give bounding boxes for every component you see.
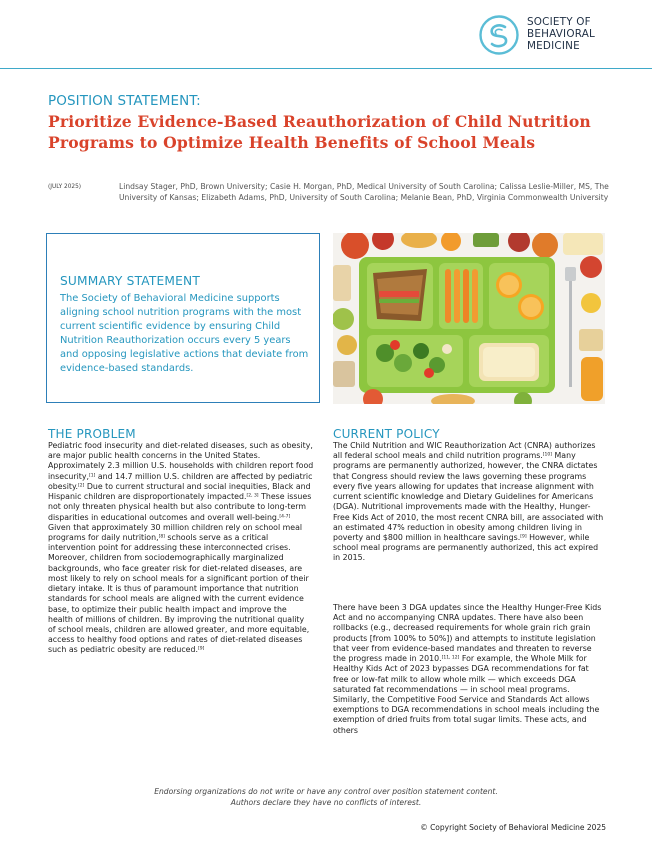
conflict-note: Authors declare they have no conflicts of interest. <box>230 798 422 807</box>
logo-line-2: BEHAVIORAL <box>527 28 595 41</box>
school-lunch-photo <box>333 233 605 404</box>
endorsement-note: Endorsing organizations do not write or have any control over position statement content. <box>154 787 498 796</box>
sbm-logo-text <box>527 16 595 53</box>
copyright-notice: © Copyright Society of Behavioral Medicine 2025 <box>420 823 606 832</box>
page-title: Prioritize Evidence-Based Reauthorization of Child Nutrition Programs to Optimize Health Benefits of School Meals <box>48 112 591 152</box>
current-policy-paragraph-2: There have been 3 DGA updates since the Healthy Hunger-Free Kids Act and no accompanying CNRA updates. There have also been rollbacks (e.g., decreased requirements for whole grain rich grain products [from 100% to 50%]) and attempts to institute legislation that veer from evidence-based mandates and threaten to reverse the progress made in 2010.[11, 12] For example, the Whole Milk for Healthy Kids Act of 2023 bypasses DGA recommendations for fat free or low-fat milk to allow whole milk — which exceeds DGA saturated fat recommendations — in school meal programs. Similarly, the Competitive Food Service and Standards Act allows exemptions to DGA recommendations in school meals including the exemption of dried fruits from total sugar limits. These acts, and others <box>333 603 602 735</box>
sbm-logo-icon <box>478 14 520 56</box>
current-policy-paragraph-1: The Child Nutrition and WIC Reauthorization Act (CNRA) authorizes all federal school meals and child nutrition programs.[10] Many programs are permanently authorized, however, the CNRA dictates that Congress should review the laws governing these programs every five years allowing for updates that increase alignment with current scientific knowledge and Dietary Guidelines for Americans (DGA). Nutritional improvements made with the Healthy, Hunger-Free Kids Act of 2010, the most recent CNRA bill, are associated with an estimated 47% reduction in obesity among children living in poverty and $800 million in healthcare savings.[9] However, while school meal programs are permanently authorized, this act expired in 2015. <box>333 441 604 563</box>
summary-text: The Society of Behavioral Medicine supports aligning school nutrition programs with the most current scientific evidence by ensuring Child Nutrition Reauthorization occurs every 5 years and opposing legislative actions that deviate from evidence-based standards. <box>60 293 309 374</box>
author-list: Lindsay Stager, PhD, Brown University; Casie H. Morgan, PhD, Medical University of South Carolina; Calissa Leslie-Miller, MS, The University of Kansas; Elizabeth Adams, PhD, University of South Carolina; Melanie Bean, PhD, Virginia Commonwealth University <box>119 182 609 203</box>
position-statement-label: POSITION STATEMENT: <box>48 93 201 109</box>
logo-line-1: SOCIETY OF <box>527 16 591 28</box>
problem-paragraph: Pediatric food insecurity and diet-related diseases, such as obesity, are major public health concerns in the United States. Approximately 2.3 million U.S. households with children report food insecurity,[1] and 14.7 million U.S. children are affected by pediatric obesity.[2] Due to current structural and social inequities, Black and Hispanic children are disproportionately impacted.[2, 3] These issues not only threaten physical health but also contribute to long-term disparities in educational outcomes and overall well-being.[4-7] Given that approximately 30 million children rely on school meal programs for daily nutrition,[8] schools serve as a critical intervention point for addressing these interconnected crises. Moreover, children from sociodemographically marginalized backgrounds, who face greater risk for diet-related diseases, are most likely to rely on school meals for a significant portion of their dietary intake. It is thus of paramount importance that nutrition standards for school meals are aligned with the current evidence base, to optimize their public health impact and improve the health of millions of children. By improving the nutritional quality of school meals, children are allowed greater, and more equitable, access to healthy food options and rates of diet-related diseases such as pediatric obesity are reduced.[9] <box>48 441 314 655</box>
header-divider <box>0 68 652 69</box>
problem-heading: THE PROBLEM <box>48 427 136 441</box>
sbm-logo <box>478 14 638 66</box>
summary-title: SUMMARY STATEMENT <box>60 274 200 288</box>
publication-date: (JULY 2025) <box>48 184 82 190</box>
summary-box <box>46 233 320 403</box>
current-policy-heading: CURRENT POLICY <box>333 427 440 441</box>
logo-line-3: MEDICINE <box>527 40 580 53</box>
